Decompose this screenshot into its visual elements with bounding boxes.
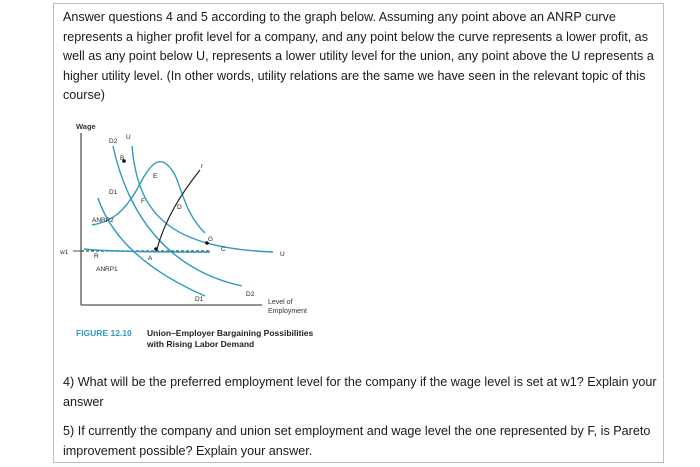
figure-caption-line2: with Rising Labor Demand bbox=[147, 339, 255, 349]
label-point-b: B bbox=[120, 155, 125, 162]
x-axis-label-line2: Employment bbox=[268, 308, 307, 315]
label-d2-top: D2 bbox=[109, 138, 118, 145]
label-d1-left: D1 bbox=[109, 189, 118, 196]
labor-demand-d1-curve bbox=[98, 198, 205, 296]
question-4-text: 4) What will be the preferred employment level for the company if the wage level is set at w1? Explain your answer bbox=[63, 375, 657, 409]
label-u-right: U bbox=[280, 251, 285, 258]
labor-demand-d2-curve bbox=[113, 146, 242, 286]
figure-caption-line1: Union–Employer Bargaining Possibilities bbox=[147, 328, 314, 338]
y-axis-label: Wage bbox=[76, 122, 96, 131]
x-axis-label-line1: Level of bbox=[268, 299, 293, 306]
label-point-d: D bbox=[177, 204, 182, 211]
label-point-f: F bbox=[141, 198, 145, 205]
label-anrp1: ANRP1 bbox=[96, 266, 118, 273]
label-d1-bottom: D1 bbox=[195, 296, 204, 303]
instructions-text: Answer questions 4 and 5 according to the graph below. Assuming any point above an ANRP curve represents a higher profit level for a company, and any point below the curve represents a lower profit, as well as any point below U, represents a lower utility level for the union, any point above the U represents a higher utility level. (In other words, utility relations are the same we have seen in the relevant topic of this course) bbox=[63, 10, 654, 102]
label-c: C bbox=[221, 246, 226, 253]
figure-number: FIGURE 12.10 bbox=[76, 328, 132, 338]
question-5-text: 5) If currently the company and union set employment and wage level the one represented by F, is Pareto improvement possible? Explain your answer. bbox=[63, 424, 651, 458]
label-point-a: A bbox=[148, 255, 153, 262]
label-anrp2: ANRP2 bbox=[92, 217, 114, 224]
label-r-contract: r bbox=[201, 163, 204, 170]
point-a-marker bbox=[154, 247, 158, 251]
label-d2-bottom: D2 bbox=[246, 291, 255, 298]
label-point-g: G bbox=[208, 236, 214, 243]
label-r: R bbox=[94, 253, 99, 260]
label-u-top: U bbox=[126, 134, 131, 141]
union-utility-u-curve bbox=[132, 146, 273, 252]
wage-tick-label: w1 bbox=[60, 249, 69, 256]
label-point-e: E bbox=[153, 173, 158, 180]
